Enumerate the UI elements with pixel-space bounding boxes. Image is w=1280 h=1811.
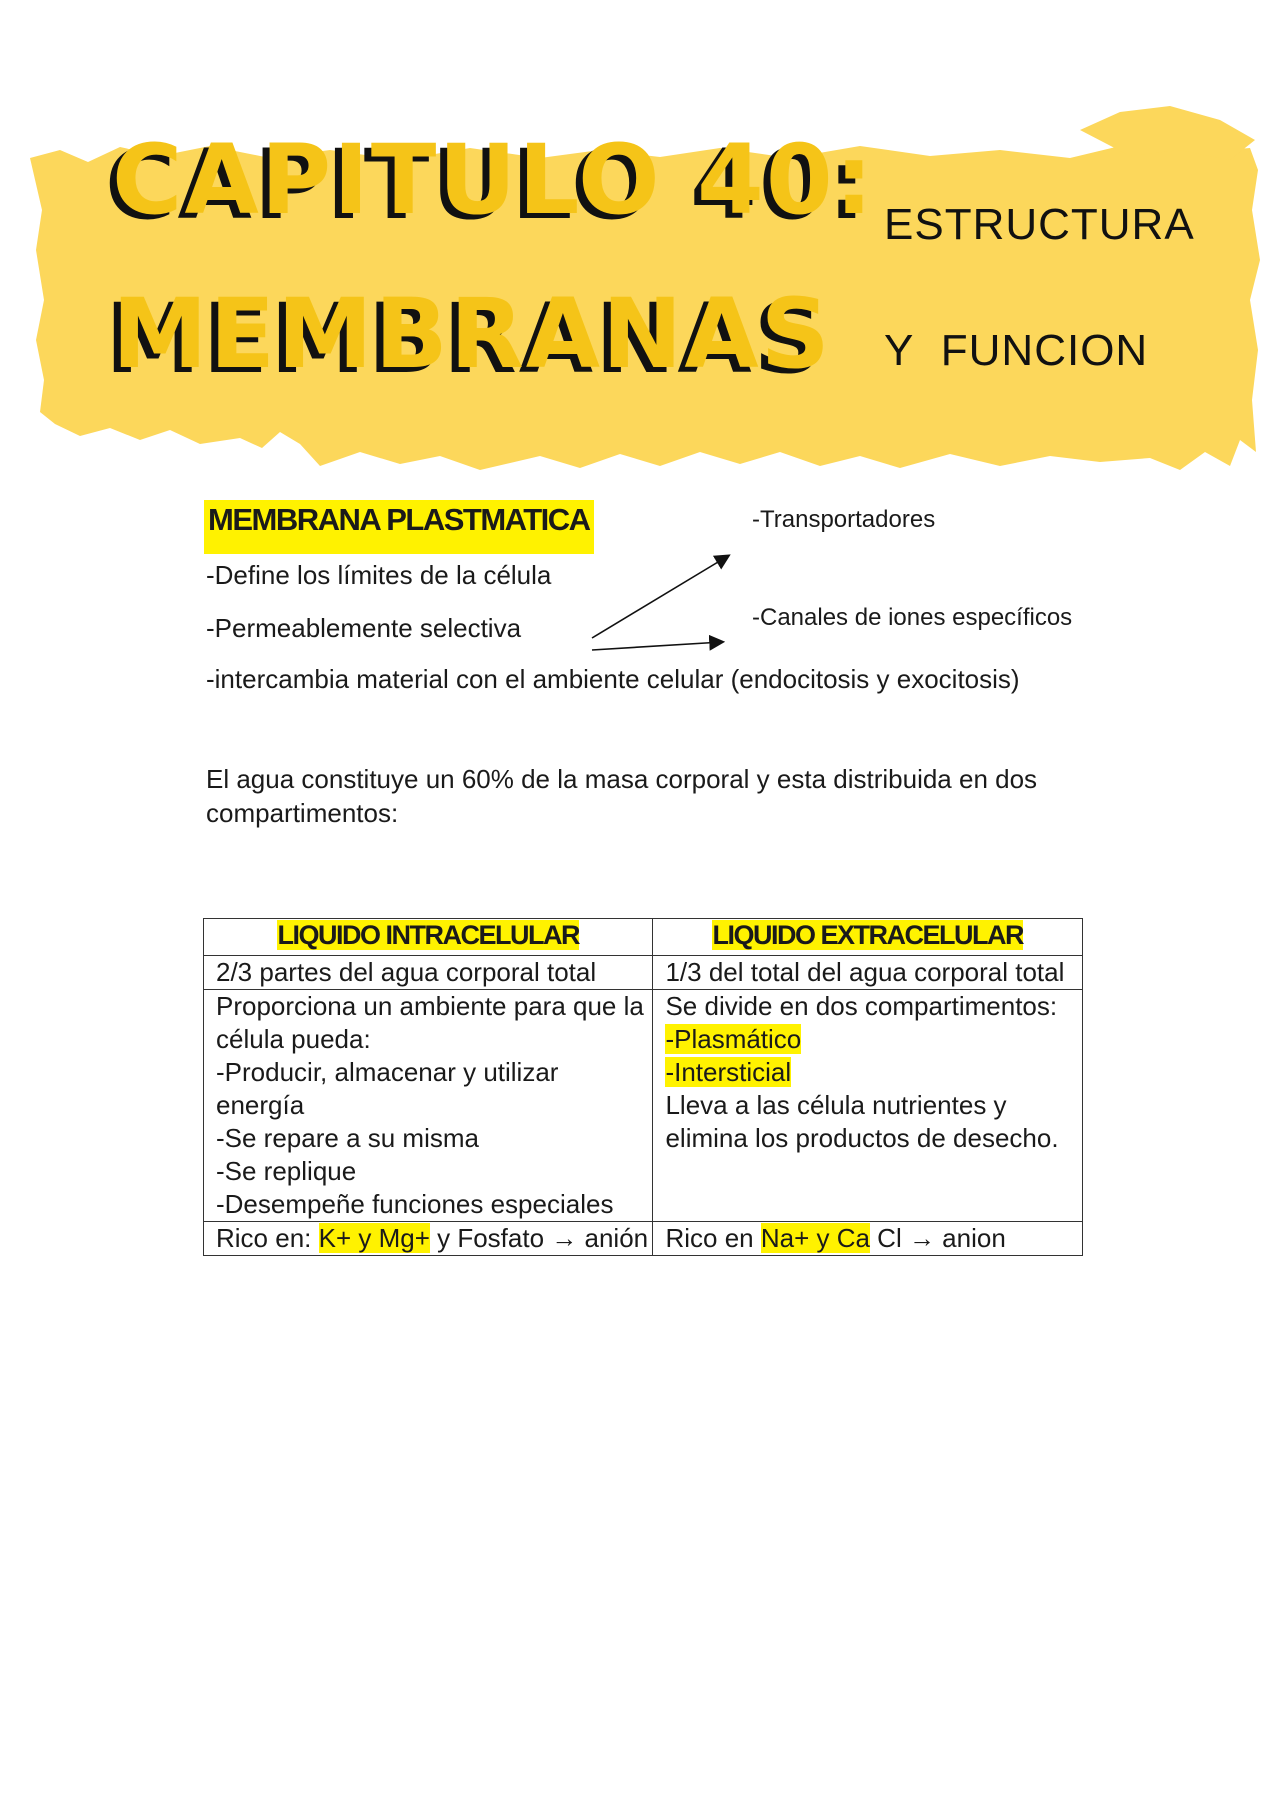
header-intracellular: LIQUIDO INTRACELULAR xyxy=(204,919,653,956)
table-row xyxy=(204,956,1083,990)
subtitle-function: Y FUNCION xyxy=(884,326,1149,375)
arrow-to-ion-channels xyxy=(592,642,722,650)
note-ion-channels: -Canales de iones específicos xyxy=(752,604,1073,631)
chapter-title-membranes: MEMBRANAS xyxy=(112,278,832,390)
subtitle-structure: ESTRUCTURA xyxy=(884,200,1195,249)
header-extracellular: LIQUIDO EXTRACELULAR xyxy=(653,919,1083,956)
cell-extra-function: Se divide en dos compartimentos: -Plasmático -Intersticial Lleva a las célula nutrientes y elimina los productos de desecho. xyxy=(653,990,1083,1222)
cell-extra-ions: Rico en Na+ y Ca Cl → anion xyxy=(653,1222,1083,1256)
chapter-title: CAPITULO 40: xyxy=(112,124,876,236)
cell-intra-fraction: 2/3 partes del agua corporal total xyxy=(204,956,653,990)
membrane-point-limits: -Define los límites de la célula xyxy=(206,560,552,590)
item-plasmatic: -Plasmático xyxy=(665,1024,802,1054)
table-row xyxy=(204,1222,1083,1256)
note-transporters: -Transportadores xyxy=(752,506,936,533)
membrane-point-exchange: -intercambia material con el ambiente celular (endocitosis y exocitosis) xyxy=(206,664,1020,694)
arrow-to-transporters xyxy=(592,556,728,638)
table-header-row xyxy=(204,919,1083,956)
cell-intra-function: Proporciona un ambiente para que la célula pueda: -Producir, almacenar y utilizar energía -Se repare a su misma -Se replique -Desempeñe funciones especiales xyxy=(204,990,653,1222)
water-paragraph: El agua constituye un 60% de la masa corporal y esta distribuida en dos compartimentos: xyxy=(206,764,1038,828)
fluid-comparison-table xyxy=(203,918,1083,1256)
membrane-point-selective: -Permeablemente selectiva xyxy=(206,613,522,643)
section-heading-plasma-membrane: MEMBRANA PLASTMATICA xyxy=(204,500,594,554)
item-interstitial: -Intersticial xyxy=(665,1057,792,1087)
table-row xyxy=(204,990,1083,1222)
cell-extra-fraction: 1/3 del total del agua corporal total xyxy=(653,956,1083,990)
cell-intra-ions: Rico en: K+ y Mg+ y Fosfato → anión xyxy=(204,1222,653,1256)
